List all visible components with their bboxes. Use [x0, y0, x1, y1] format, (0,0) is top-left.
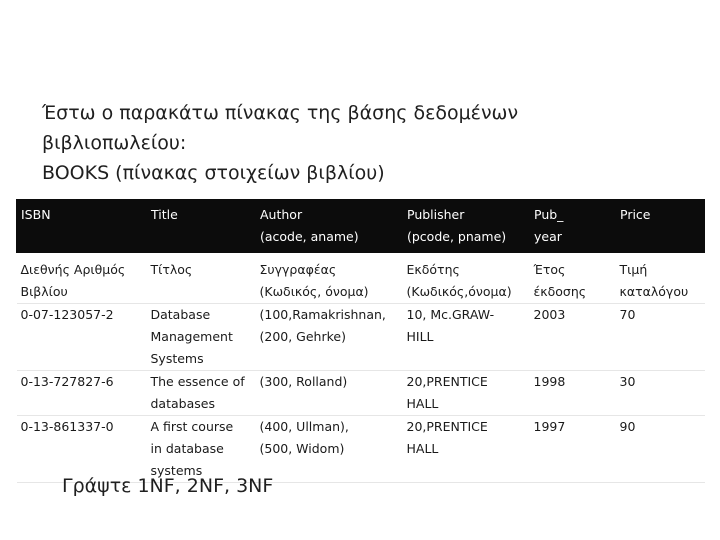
header-row: [17, 200, 705, 253]
cell-title: The essence of databases: [145, 371, 254, 416]
cell-year: 1997: [528, 416, 614, 483]
header-author: Author (acode, aname): [254, 200, 401, 253]
intro-text: [42, 98, 602, 188]
intro-line-2: βιβλιοπωλείου:: [42, 132, 187, 154]
header-title: Title: [145, 200, 254, 253]
cell-price: 30: [614, 371, 705, 416]
intro-line-1: Έστω ο παρακάτω πίνακας της βάσης δεδομένων: [42, 102, 519, 124]
table-row-greek-labels: [17, 253, 705, 304]
cell-year: 1998: [528, 371, 614, 416]
header-pub-year: Pub_ year: [528, 200, 614, 253]
cell-title: Database Management Systems: [145, 304, 254, 371]
cell-publisher: 10, Mc.GRAW- HILL: [401, 304, 528, 371]
cell-title: A first course in database systems: [145, 416, 254, 483]
table-header: [17, 200, 705, 253]
table-row: [17, 371, 705, 416]
cell-greek-title: Τίτλος: [145, 253, 254, 304]
cell-isbn: 0-13-861337-0: [17, 416, 145, 483]
header-isbn: ISBN: [17, 200, 145, 253]
cell-author: (100,Ramakrishnan, (200, Gehrke): [254, 304, 401, 371]
cell-author: (300, Rolland): [254, 371, 401, 416]
cell-isbn: 0-13-727827-6: [17, 371, 145, 416]
cell-greek-price: Τιμή καταλόγου: [614, 253, 705, 304]
cell-isbn: 0-07-123057-2: [17, 304, 145, 371]
intro-line-3: BOOKS (πίνακας στοιχείων βιβλίου): [42, 162, 385, 184]
cell-publisher: 20,PRENTICE HALL: [401, 371, 528, 416]
cell-author: (400, Ullman), (500, Widom): [254, 416, 401, 483]
task-text: Γράψτε 1NF, 2NF, 3NF: [62, 475, 274, 497]
cell-publisher: 20,PRENTICE HALL: [401, 416, 528, 483]
cell-year: 2003: [528, 304, 614, 371]
cell-greek-publisher: Εκδότης (Κωδικός,όνομα): [401, 253, 528, 304]
books-table: [16, 199, 705, 483]
table-row: [17, 416, 705, 483]
header-price: Price: [614, 200, 705, 253]
cell-greek-author: Συγγραφέας (Κωδικός, όνομα): [254, 253, 401, 304]
cell-price: 90: [614, 416, 705, 483]
cell-greek-isbn: Διεθνής Αριθμός Βιβλίου: [17, 253, 145, 304]
header-publisher: Publisher (pcode, pname): [401, 200, 528, 253]
cell-price: 70: [614, 304, 705, 371]
cell-greek-year: Έτος έκδοσης: [528, 253, 614, 304]
table-row: [17, 304, 705, 371]
